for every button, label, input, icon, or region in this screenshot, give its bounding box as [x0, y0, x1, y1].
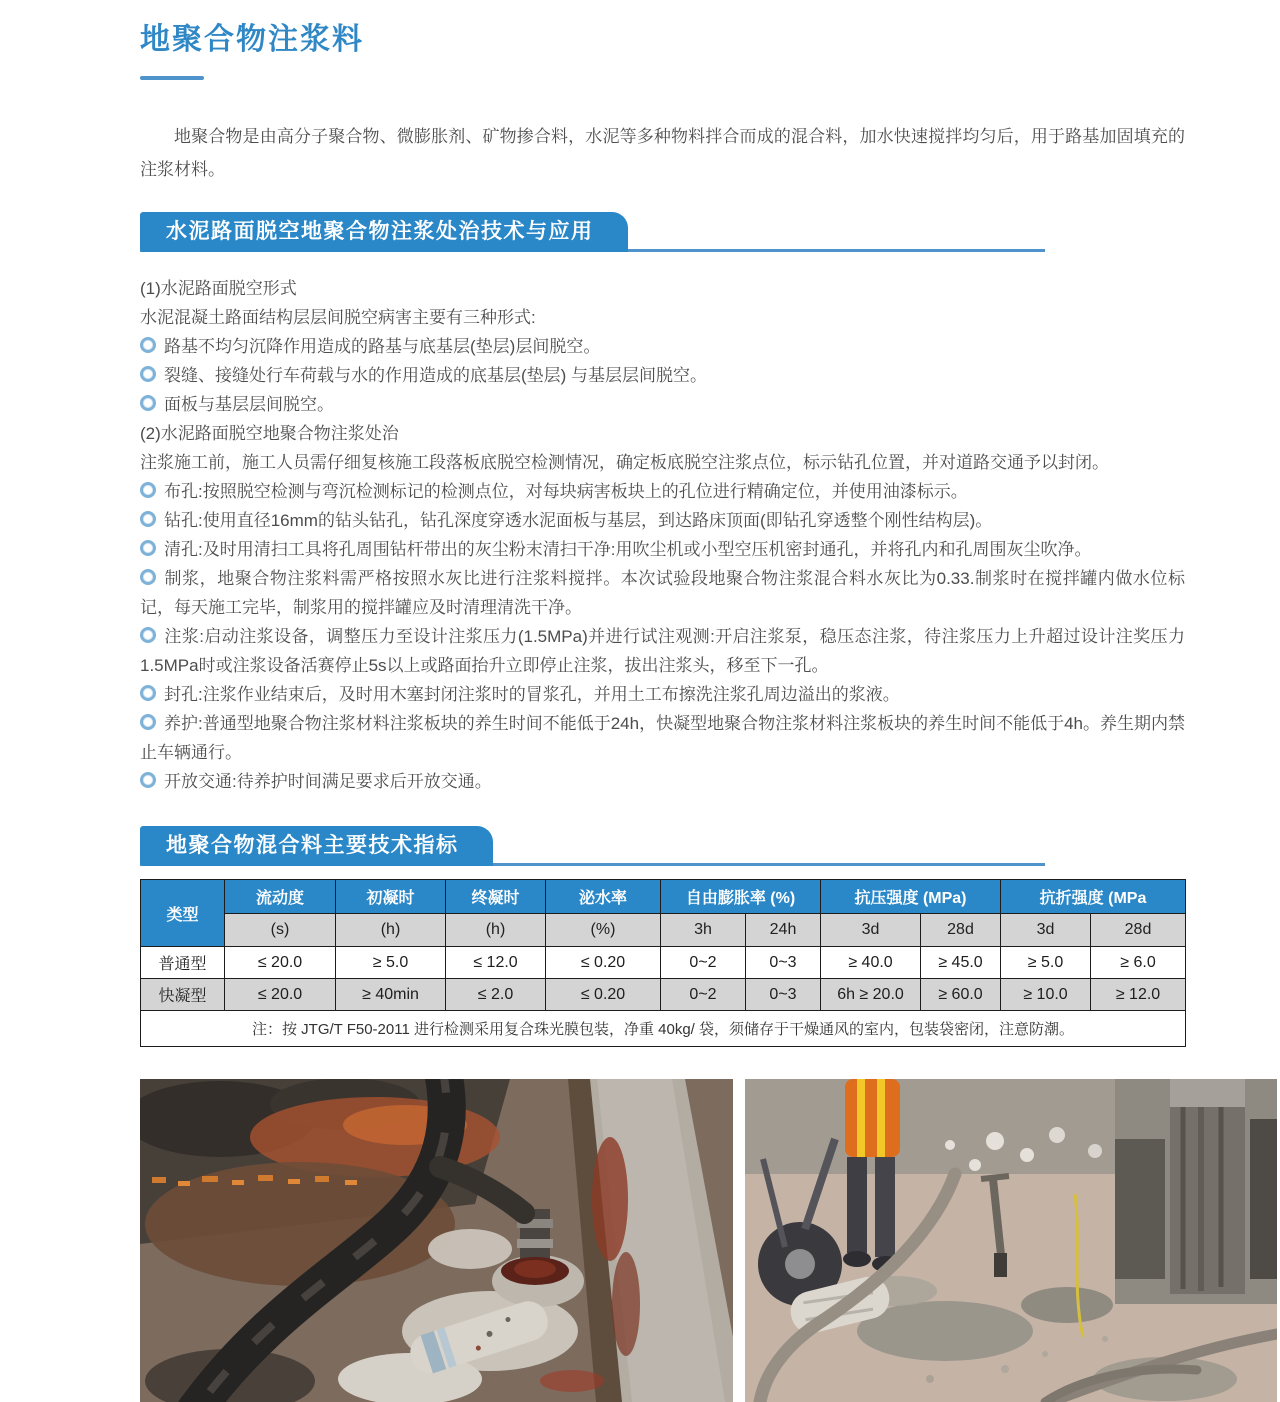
value-cell: 0~3: [746, 947, 821, 979]
value-cell: ≥ 5.0: [1001, 947, 1091, 979]
table-row: [141, 947, 1186, 979]
table-sub-header: 28d: [921, 914, 1001, 947]
ring-bullet-icon: [140, 337, 156, 353]
section2-banner: [140, 826, 1185, 866]
bullet-item: 裂缝、接缝处行车荷载与水的作用造成的底基层(垫层) 与基层层间脱空。: [140, 361, 1185, 390]
ring-bullet-icon: [140, 511, 156, 527]
value-cell: ≤ 2.0: [446, 979, 546, 1011]
table-sub-header: 3h: [661, 914, 746, 947]
value-cell: ≥ 40min: [336, 979, 446, 1011]
row-type-cell: 普通型: [141, 947, 225, 979]
bullet-item: 制浆，地聚合物注浆料需严格按照水灰比进行注浆料搅拌。本次试验段地聚合物注浆混合料水灰比为0.33.制浆时在搅拌罐内做水位标记，每天施工完毕，制浆用的搅拌罐应及时清理清洗干净。: [140, 569, 1185, 617]
row-type-cell: 快凝型: [141, 979, 225, 1011]
ring-bullet-icon: [140, 714, 156, 730]
table-sub-header: 24h: [746, 914, 821, 947]
table-group-header: 终凝时: [446, 880, 546, 914]
value-cell: ≤ 0.20: [546, 947, 661, 979]
table-group-header: 自由膨胀率 (%): [661, 880, 821, 914]
bullet-item: 清孔:及时用清扫工具将孔周围钻杆带出的灰尘粉末清扫干净:用吹尘机或小型空压机密封通孔，并将孔内和孔周围灰尘吹净。: [140, 535, 1185, 564]
text-line: 水泥混凝土路面结构层层间脱空病害主要有三种形式:: [140, 308, 536, 327]
text-line: 注浆施工前，施工人员需仔细复核施工段落板底脱空检测情况，确定板底脱空注浆点位，标示钻孔位置，并对道路交通予以封闭。: [140, 453, 1109, 472]
value-cell: ≥ 40.0: [821, 947, 921, 979]
table-row: [141, 979, 1186, 1011]
ring-bullet-icon: [140, 627, 156, 643]
bullet-item: 钻孔:使用直径16mm的钻头钻孔，钻孔深度穿透水泥面板与基层，到达路床顶面(即钻孔穿透整个刚性结构层)。: [140, 506, 1185, 535]
construction-site-grouting-photo: [745, 1079, 1277, 1402]
value-cell: 0~2: [661, 947, 746, 979]
ring-bullet-icon: [140, 366, 156, 382]
section1-banner-label: 水泥路面脱空地聚合物注浆处治技术与应用: [140, 212, 628, 252]
page-title: 地聚合物注浆料: [140, 23, 364, 56]
value-cell: ≤ 0.20: [546, 979, 661, 1011]
intro-paragraph: 地聚合物是由高分子聚合物、微膨胀剂、矿物掺合料，水泥等多种物料拌合而成的混合料，加水快速搅拌均匀后，用于路基加固填充的注浆材料。: [140, 127, 1185, 179]
bullet-item: 布孔:按照脱空检测与弯沉检测标记的检测点位，对每块病害板块上的孔位进行精确定位，并使用油漆标示。: [140, 477, 1185, 506]
ring-bullet-icon: [140, 772, 156, 788]
value-cell: ≤ 20.0: [225, 979, 336, 1011]
table-group-header: 流动度: [225, 880, 336, 914]
bullet-item: 开放交通:待养护时间满足要求后开放交通。: [140, 767, 1185, 796]
text-line: (1)水泥路面脱空形式: [140, 279, 297, 298]
table-group-header: 初凝时: [336, 880, 446, 914]
grouting-hose-on-pavement-photo: [140, 1079, 733, 1402]
table-group-header: 泌水率: [546, 880, 661, 914]
value-cell: ≥ 10.0: [1001, 979, 1091, 1011]
table-group-header: 抗折强度 (MPa: [1001, 880, 1186, 914]
table-sub-header: 3d: [821, 914, 921, 947]
technical-spec-table: [140, 879, 1186, 1047]
table-sub-header: (%): [546, 914, 661, 947]
bullet-item: 养护:普通型地聚合物注浆材料注浆板块的养生时间不能低于24h，快凝型地聚合物注浆材料注浆板块的养生时间不能低于4h。养生期内禁止车辆通行。: [140, 714, 1185, 762]
table-note: 注：按 JTG/T F50-2011 进行检测采用复合珠光膜包装，净重 40kg/ 袋，须储存于干燥通风的室内，包装袋密闭，注意防潮。: [141, 1011, 1186, 1047]
ring-bullet-icon: [140, 569, 156, 585]
bullet-item: 注浆:启动注浆设备，调整压力至设计注浆压力(1.5MPa)并进行试注观测:开启注浆泵，稳压态注浆，待注浆压力上升超过设计注奖压力1.5MPa时或注浆设备活赛停止5s以上或路面抬升立即停止注浆，拔出注浆头，移至下一孔。: [140, 627, 1185, 675]
bullet-item: 面板与基层层间脱空。: [140, 390, 1185, 419]
value-cell: ≥ 5.0: [336, 947, 446, 979]
document-page: [0, 14, 1280, 1386]
table-corner-header: 类型: [141, 880, 225, 947]
table-sub-header: (h): [336, 914, 446, 947]
section2-banner-label: 地聚合物混合料主要技术指标: [140, 826, 493, 866]
table-sub-header: (s): [225, 914, 336, 947]
table-sub-header: (h): [446, 914, 546, 947]
ring-bullet-icon: [140, 685, 156, 701]
value-cell: ≤ 12.0: [446, 947, 546, 979]
value-cell: 0~2: [661, 979, 746, 1011]
value-cell: ≤ 20.0: [225, 947, 336, 979]
table-group-header: 抗压强度 (MPa): [821, 880, 1001, 914]
value-cell: 6h ≥ 20.0: [821, 979, 921, 1011]
ring-bullet-icon: [140, 482, 156, 498]
ring-bullet-icon: [140, 540, 156, 556]
table-sub-header: 3d: [1001, 914, 1091, 947]
value-cell: 0~3: [746, 979, 821, 1011]
bullet-item: 路基不均匀沉降作用造成的路基与底基层(垫层)层间脱空。: [140, 332, 1185, 361]
value-cell: ≥ 45.0: [921, 947, 1001, 979]
bullet-item: 封孔:注浆作业结束后，及时用木塞封闭注浆时的冒浆孔，并用土工布擦洗注浆孔周边溢出的浆液。: [140, 680, 1185, 709]
value-cell: ≥ 60.0: [921, 979, 1001, 1011]
section1-body: [140, 274, 1185, 796]
title-underline: [140, 76, 204, 80]
photo-row: [140, 1079, 1277, 1402]
table-sub-header: 28d: [1091, 914, 1186, 947]
ring-bullet-icon: [140, 395, 156, 411]
text-line: (2)水泥路面脱空地聚合物注浆处治: [140, 424, 399, 443]
value-cell: ≥ 12.0: [1091, 979, 1186, 1011]
value-cell: ≥ 6.0: [1091, 947, 1186, 979]
section1-banner: [140, 212, 1185, 252]
